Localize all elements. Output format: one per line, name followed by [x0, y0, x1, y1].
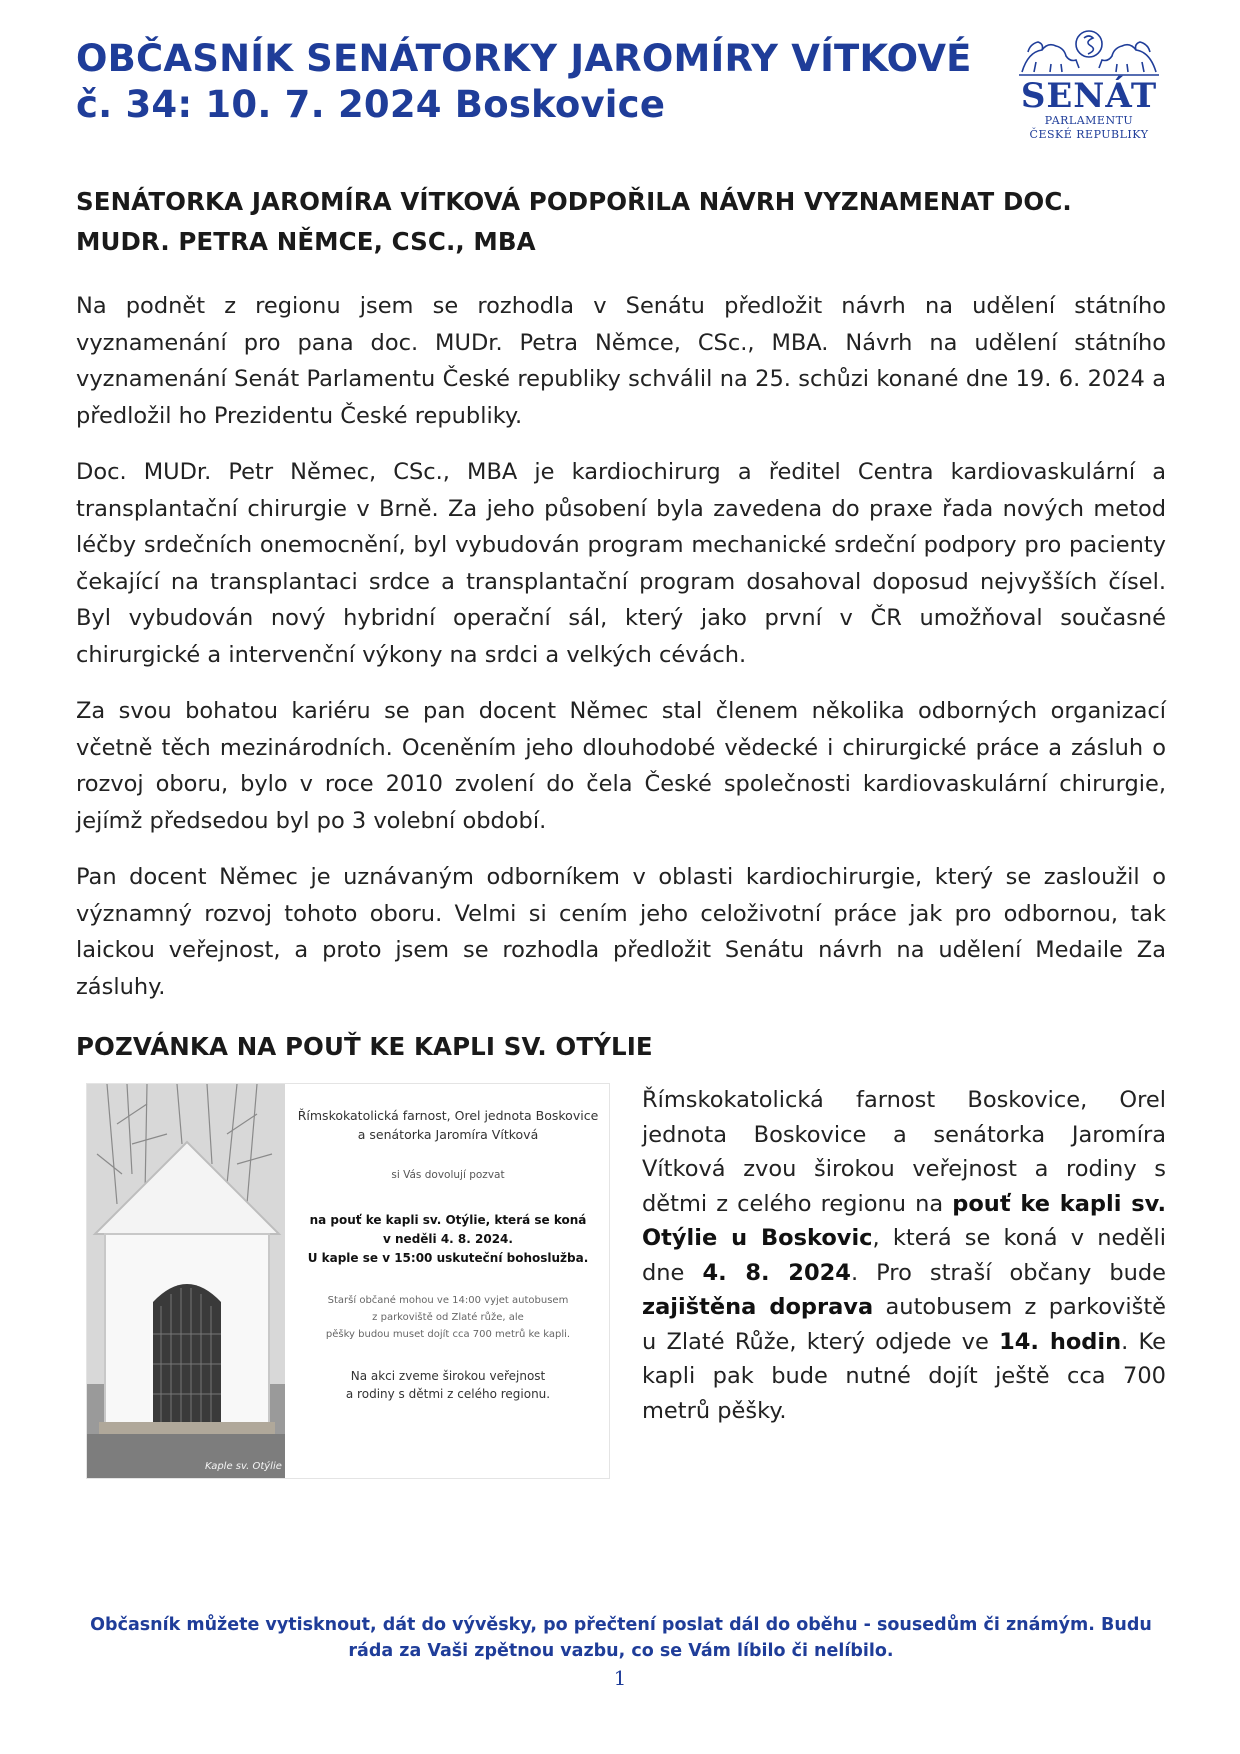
invitation-text: [642, 1083, 1166, 1428]
paragraph: Pan docent Němec je uznávaným odborníkem v oblasti kardiochirurgie, který se zasloužil o významný rozvoj tohoto oboru. Velmi si cením jeho celoživotní práce jak pro odbornou, tak laickou veřejnost, a proto jsem se rozhodla předložit Senátu návrh na udělení Medaile Za zásluhy.: [76, 864, 1166, 1000]
logo-name: SENÁT: [1020, 76, 1158, 116]
paragraph: Na podnět z regionu jsem se rozhodla v Senátu předložit návrh na udělení státního vyznamenání pro pana doc. MUDr. Petra Němce, CSc., MBA. Návrh na udělení státního vyznamenání Senát Parlamentu České republiky schválil na 25. schůzi konané dne 19. 6. 2024 a předložil ho Prezidentu České republiky.: [76, 293, 1166, 429]
poster-line: Římskokatolická farnost, Orel jednota Boskovice: [297, 1108, 599, 1123]
text-run: autobusem z parkoviště u Zlaté Růže, který odjede ve: [642, 1294, 1166, 1355]
photo-caption: Kaple sv. Otýlie: [205, 1461, 282, 1472]
article-heading: SENÁTORKA JAROMÍRA VÍTKOVÁ PODPOŘILA NÁVRH VYZNAMENAT DOC. MUDR. PETRA NĚMCE, CSC., MBA: [76, 187, 1072, 256]
chapel-photo: [87, 1084, 285, 1478]
newsletter-title: OBČASNÍK SENÁTORKY JAROMÍRY VÍTKOVÉ: [76, 37, 972, 80]
poster-line: v neděli 4. 8. 2024.: [383, 1232, 513, 1246]
invitation-poster: [86, 1083, 610, 1479]
invitation-block: [76, 1083, 1166, 1483]
event-name: pouť ke kapli sv. Otýlie u Boskovic: [642, 1190, 1166, 1251]
invitation-paragraph: [642, 1083, 1166, 1428]
logo-sub-1: PARLAMENTU: [1044, 114, 1134, 127]
transport-note: zajištěna doprava: [642, 1294, 874, 1320]
poster-line: pěšky budou muset dojít cca 700 metrů ke kapli.: [325, 1329, 571, 1340]
poster-line: U kaple se v 15:00 uskuteční bohoslužba.: [307, 1251, 589, 1265]
header: [76, 36, 1166, 154]
poster-line: Starší občané mohou ve 14:00 vyjet autobusem: [327, 1295, 569, 1306]
departure-time: 14. hodin: [999, 1328, 1122, 1355]
lions-emblem-icon: [1014, 22, 1164, 80]
event-date: 4. 8. 2024: [702, 1259, 851, 1286]
text-run: . Pro straší občany bude: [850, 1259, 1166, 1286]
poster-line: z parkoviště od Zlaté růže, ale: [372, 1312, 524, 1323]
issue-line: č. 34: 10. 7. 2024 Boskovice: [76, 83, 666, 126]
footer-note: Občasník můžete vytisknout, dát do vývěsky, po přečtení poslat dál do oběhu - sousedům či známým. Budu ráda za Vaši zpětnou vazbu, co se Vám líbilo či nelíbilo.: [90, 1615, 1152, 1661]
poster-line: na pouť ke kapli sv. Otýlie, která se koná: [309, 1213, 587, 1227]
invitation-heading: POZVÁNKA NA POUŤ KE KAPLI SV. OTÝLIE: [76, 1032, 653, 1061]
text-run: , která se koná v neděli dne: [642, 1225, 1166, 1286]
paragraph: Doc. MUDr. Petr Němec, CSc., MBA je kardiochirurg a ředitel Centra kardiovaskulární a transplantační chirurgie v Brně. Za jeho působení byla zavedena do praxe řada nových metod léčby srdečních onemocnění, byl vybudován program mechanické srdeční podpory pro pacienty čekající na transplantaci srdce a transplantační program dosahoval doposud nejvyšších čísel. Byl vybudován nový hybridní operační sál, který jako první v ČR umožňoval současné chirurgické a intervenční výkony na srdci a velkých cévách.: [76, 459, 1166, 668]
paragraph: Za svou bohatou kariéru se pan docent Němec stal členem několika odborných organizací včetně těch mezinárodních. Oceněním jeho dlouhodobé vědecké i chirurgické práce a zásluh o rozvoj oboru, bylo v roce 2010 zvolení do čela České společnosti kardiovaskulární chirurgie, jejímž předsedou byl po 3 volební období.: [76, 698, 1166, 834]
poster-text: [287, 1106, 609, 1403]
logo-sub-2: ČESKÉ REPUBLIKY: [1029, 128, 1149, 141]
poster-line: a senátorka Jaromíra Vítková: [357, 1127, 539, 1142]
text-run: Římskokatolická farnost Boskovice, Orel jednota Boskovice a senátorka Jaromíra Vítková zvou širokou veřejnost a rodiny s dětmi z celého regionu na: [642, 1087, 1166, 1217]
poster-line: Na akci zveme širokou veřejnost: [350, 1369, 546, 1383]
poster-line: a rodiny s dětmi z celého regionu.: [345, 1387, 551, 1401]
poster-line: si Vás dovolují pozvat: [391, 1169, 505, 1181]
senat-logo: [1004, 22, 1174, 152]
page-number: 1: [613, 1666, 627, 1690]
text-run: . Ke kapli pak bude nutné dojít ještě cca 700 metrů pěšky.: [642, 1328, 1167, 1424]
newsletter-page: [76, 36, 1166, 1483]
